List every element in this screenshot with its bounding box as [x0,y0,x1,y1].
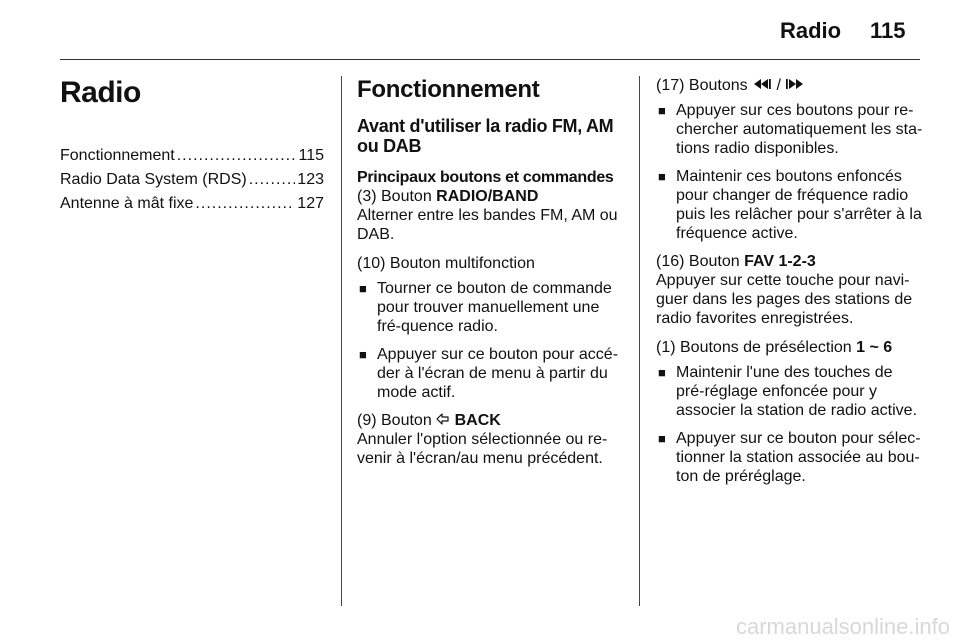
subsection-heading: Avant d'utiliser la radio FM, AM ou DAB [357,116,614,156]
toc-entry-text: Radio Data System (RDS) [60,171,247,188]
toc-entry-page: 115 [298,147,324,164]
bullet-text: Appuyer sur ces boutons pour re-chercher automatiquement les sta-tions radio disponibles. [676,102,923,158]
item-radio-band [357,187,623,206]
separator: / [772,77,786,94]
item-description: Appuyer sur cette touche pour navi-guer dans les pages des stations de radio favorites enregistrées. [656,272,913,328]
list-item [357,279,623,336]
item-prefix: (9) Bouton [357,412,437,429]
column-divider-right [639,76,640,606]
item-prefix: (16) Bouton [656,253,745,271]
chapter-title: Radio [60,76,141,109]
list-item [656,363,924,420]
column-divider-left [341,76,342,606]
seek-forward-icon [785,76,805,95]
item-prefix: (3) Bouton [357,188,437,205]
button-label: FAV 1-2-3 [744,253,816,271]
bullet-text: Appuyer sur ce bouton pour accé-der à l'écran de menu à partir du mode actif. [377,346,619,401]
list-item [656,429,924,486]
square-bullet-icon: ■ [359,281,367,296]
button-label: 1 ~ 6 [856,339,893,357]
item-seek [656,76,924,95]
item-back [357,411,623,430]
header-divider [60,59,920,60]
page-number: 115 [870,18,906,43]
toc-entry[interactable] [60,146,324,165]
controls-heading: Principaux boutons et commandes [357,169,614,186]
toc-entry-text: Antenne à mât fixe [60,195,194,212]
toc-entry-page: 127 [297,195,324,212]
item-fav [656,252,924,271]
square-bullet-icon: ■ [658,169,666,185]
seek-backward-icon [752,76,772,95]
item-description: Alterner entre les bandes FM, AM ou DAB. [357,207,618,243]
button-label: RADIO/BAND [436,188,539,205]
square-bullet-icon: ■ [658,365,666,381]
section-heading: Fonctionnement [357,76,540,103]
square-bullet-icon: ■ [658,431,666,447]
button-label: BACK [454,412,501,429]
item-prefix: (17) Boutons [656,77,753,94]
toc-entry-page: 123 [297,171,324,188]
watermark: carmanualsonline.info [735,614,950,639]
toc-entry-text: Fonctionnement [60,147,175,164]
toc-entry[interactable] [60,194,324,213]
toc-leader-dots [249,170,296,189]
toc-column [60,76,324,218]
item-multifunction: (10) Bouton multifonction [357,255,535,272]
list-item [357,345,623,402]
bullet-text: Maintenir ces boutons enfoncés pour changer de fréquence radio puis les relâcher pour s'arrêter à la fréquence active. [676,168,922,243]
content-column-right [656,76,924,495]
toc-entry[interactable] [60,170,324,189]
square-bullet-icon: ■ [658,103,666,119]
square-bullet-icon: ■ [359,347,367,362]
bullet-text: Tourner ce bouton de commande pour trouver manuellement une fré-quence radio. [377,280,612,335]
back-arrow-icon [436,411,450,430]
list-item [656,101,924,158]
list-item [656,167,924,243]
item-prefix: (1) Boutons de présélection [656,339,857,357]
toc-leader-dots [195,194,295,213]
item-presets [656,338,924,357]
page-header-title: Radio [780,18,842,43]
content-column-middle [357,76,623,478]
bullet-text: Appuyer sur ce bouton pour sélec-tionner la station associée au bou-ton de préréglage. [676,430,921,486]
item-description: Annuler l'option sélectionnée ou re-venir à l'écran/au menu précédent. [357,431,608,468]
toc-leader-dots [177,146,297,165]
bullet-text: Maintenir l'une des touches de pré-réglage enfoncée pour y associer la station de radio active. [676,364,918,420]
